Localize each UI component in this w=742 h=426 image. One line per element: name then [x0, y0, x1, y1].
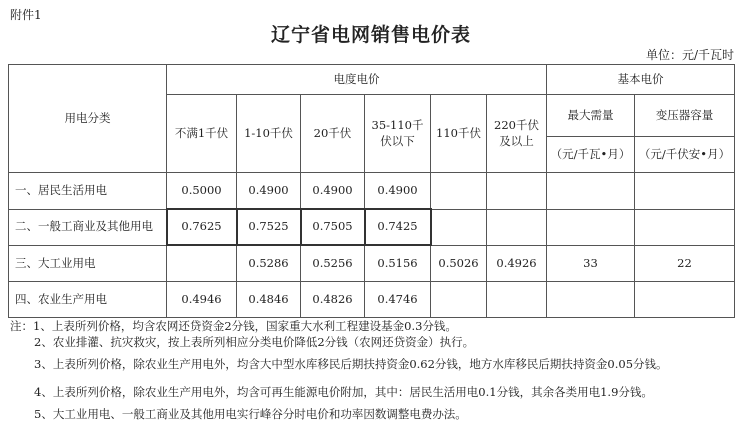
- energy-price-group-header: 电度电价: [167, 65, 547, 95]
- table-cell: 0.4826: [301, 281, 365, 317]
- unit-label: 单位：元/千瓦时: [645, 48, 734, 62]
- table-row: [9, 281, 735, 317]
- table-cell: [547, 209, 635, 245]
- note-item: 注：1、上表所列价格，均含农网还贷资金2分钱，国家重大水利工程建设基金0.3分钱。: [10, 319, 457, 333]
- attachment-label: 附件1: [10, 8, 42, 22]
- note-item: 3、上表所列价格，除农业生产用电外，均含大中型水库移民后期扶持资金0.62分钱，地方水库移民后期扶持资金0.05分钱。: [34, 357, 668, 371]
- table-cell: 33: [547, 245, 635, 281]
- column-header: 最大需量: [547, 95, 635, 137]
- table-cell: 0.7505: [301, 209, 365, 245]
- table-cell: 0.4746: [365, 281, 431, 317]
- table-cell: [431, 209, 487, 245]
- note-item: 2、农业排灌、抗灾救灾，按上表所列相应分类电价降低2分钱（农网还贷资金）执行。: [34, 335, 475, 349]
- table-cell: [487, 281, 547, 317]
- note-item: 5、大工业用电、一般工商业及其他用电实行峰谷分时电价和功率因数调整电费办法。: [34, 407, 467, 421]
- table-cell: 0.5000: [167, 173, 237, 209]
- column-header: 不满1千伏: [167, 95, 237, 173]
- table-cell: [431, 173, 487, 209]
- table-row: [9, 209, 735, 245]
- table-cell: [547, 173, 635, 209]
- price-table: [8, 64, 735, 318]
- table-cell: 0.5286: [237, 245, 301, 281]
- column-header: 20千伏: [301, 95, 365, 173]
- category-header: 用电分类: [9, 65, 167, 173]
- row-category: 二、一般工商业及其他用电: [9, 209, 167, 245]
- table-cell: [487, 209, 547, 245]
- note-item: 4、上表所列价格，除农业生产用电外，均含可再生能源电价附加，其中：居民生活用电0.1分钱，其余各类用电1.9分钱。: [34, 385, 653, 399]
- table-cell: 0.4900: [365, 173, 431, 209]
- table-cell: [431, 281, 487, 317]
- table-cell: 0.4926: [487, 245, 547, 281]
- row-category: 四、农业生产用电: [9, 281, 167, 317]
- table-cell: [635, 173, 735, 209]
- table-cell: 0.5026: [431, 245, 487, 281]
- table-cell: 0.7525: [237, 209, 301, 245]
- table-cell: [635, 209, 735, 245]
- table-cell: 0.4846: [237, 281, 301, 317]
- column-header: 220千伏及以上: [487, 95, 547, 173]
- table-cell: 0.4900: [301, 173, 365, 209]
- table-cell: 0.7625: [167, 209, 237, 245]
- table-row: [9, 245, 735, 281]
- basic-price-group-header: 基本电价: [547, 65, 735, 95]
- table-cell: 0.5256: [301, 245, 365, 281]
- column-header: 35-110千伏以下: [365, 95, 431, 173]
- table-cell: 0.7425: [365, 209, 431, 245]
- column-header: 110千伏: [431, 95, 487, 173]
- table-cell: 0.4900: [237, 173, 301, 209]
- table-cell: [547, 281, 635, 317]
- column-unit: （元/千伏安•月）: [635, 137, 735, 173]
- table-cell: 22: [635, 245, 735, 281]
- table-row: [9, 173, 735, 209]
- table-cell: [167, 245, 237, 281]
- column-header: 变压器容量: [635, 95, 735, 137]
- table-cell: 0.5156: [365, 245, 431, 281]
- table-cell: [487, 173, 547, 209]
- column-header: 1-10千伏: [237, 95, 301, 173]
- row-category: 一、居民生活用电: [9, 173, 167, 209]
- row-category: 三、大工业用电: [9, 245, 167, 281]
- table-cell: [635, 281, 735, 317]
- page-title: 辽宁省电网销售电价表: [270, 24, 471, 46]
- table-cell: 0.4946: [167, 281, 237, 317]
- column-unit: （元/千瓦•月）: [547, 137, 635, 173]
